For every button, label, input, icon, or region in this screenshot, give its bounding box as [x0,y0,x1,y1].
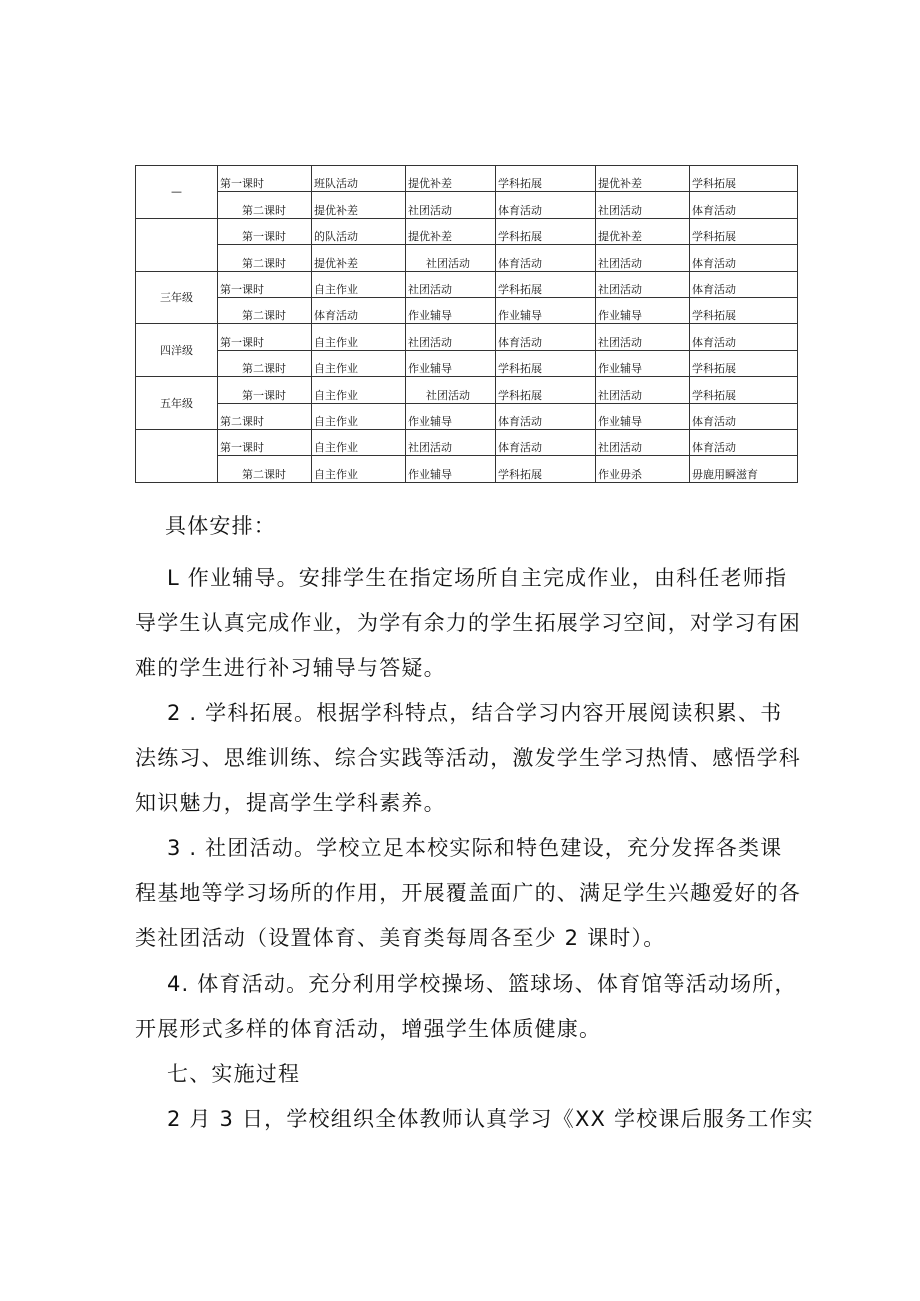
table-row [136,297,798,323]
activity-cell: 学科拓展 [690,377,798,403]
activity-cell: 体育活动 [690,271,798,297]
activity-cell: 体育活动 [496,429,596,455]
period-cell: 第一课时 [218,218,312,244]
table-row [136,192,798,218]
paragraph-line: 知识魅力，提高学生学科素养。 [135,791,446,815]
grade-cell: — [136,166,218,219]
table-row [136,245,798,271]
activity-cell: 学科拓展 [496,218,596,244]
activity-cell: 社团活动 [596,324,690,350]
table-row [136,403,798,429]
period-cell: 第二课时 [218,403,312,429]
paragraph-line: 开展形式多样的体育活动，增强学生体质健康。 [135,1017,602,1041]
paragraph-line: 难的学生进行补习辅导与答疑。 [135,656,446,680]
activity-cell: 学科拓展 [496,271,596,297]
activity-cell: 自主作业 [312,377,406,403]
activity-cell: 自主作业 [312,429,406,455]
grade-cell [136,429,218,482]
activity-cell: 提优补差 [596,166,690,192]
activity-cell: 提优补差 [312,192,406,218]
period-cell: 第一课时 [218,271,312,297]
activity-cell: 学科拓展 [690,166,798,192]
schedule-table [135,165,798,483]
activity-cell: 作业辅导 [406,403,496,429]
activity-cell: 社团活动 [406,324,496,350]
activity-cell: 学科拓展 [690,297,798,323]
period-cell: 第二课时 [218,297,312,323]
activity-cell: 作业辅导 [596,350,690,376]
activity-cell: 体育活动 [312,297,406,323]
paragraph-line: 2 . 学科拓展。根据学科特点，结合学习内容开展阅读积累、书 [167,701,783,725]
activity-cell: 体育活动 [496,245,596,271]
activity-cell: 学科拓展 [496,377,596,403]
activity-cell: 社团活动 [596,429,690,455]
activity-cell: 班队活动 [312,166,406,192]
table-row [136,350,798,376]
activity-cell: 作业辅导 [406,456,496,482]
paragraph-line: 3 . 社团活动。学校立足本校实际和特色建设，充分发挥各类课 [167,836,783,860]
activity-cell: 学科拓展 [496,456,596,482]
activity-cell: 学科拓展 [690,350,798,376]
paragraph-line: 4. 体育活动。充分利用学校操场、篮球场、体育馆等活动场所， [167,972,797,996]
activity-cell: 自主作业 [312,324,406,350]
activity-cell: 社团活动 [596,245,690,271]
activity-cell: 作业辅导 [406,350,496,376]
activity-cell: 提优补差 [406,218,496,244]
activity-cell: 体育活动 [496,403,596,429]
table-row [136,324,798,350]
period-cell: 第一课时 [218,324,312,350]
grade-cell [136,218,218,271]
table-row [136,456,798,482]
activity-cell: 的队活动 [312,218,406,244]
activity-cell: 社团活动 [406,245,496,271]
activity-cell: 体育活动 [690,324,798,350]
activity-cell: 提优补差 [596,218,690,244]
activity-cell: 社团活动 [596,192,690,218]
activity-cell: 社团活动 [406,192,496,218]
paragraph-line: 法练习、思维训练、综合实践等活动，激发学生学习热情、感悟学科 [135,746,801,770]
paragraph-line: 程基地等学习场所的作用，开展覆盖面广的、满足学生兴趣爱好的各 [135,881,801,905]
activity-cell: 毋鹿用瞬滋育 [690,456,798,482]
activity-cell: 自主作业 [312,456,406,482]
period-cell: 第二课时 [218,350,312,376]
table-row [136,429,798,455]
paragraph-line: 类社团活动（设置体育、美育类每周各至少 2 课时）。 [135,926,666,950]
period-cell: 第一课时 [218,166,312,192]
period-cell: 第一课时 [218,429,312,455]
paragraph-line: L 作业辅导。安排学生在指定场所自主完成作业，由科任老师指 [167,566,788,590]
activity-cell: 社团活动 [406,377,496,403]
activity-cell: 自主作业 [312,271,406,297]
activity-cell: 作业辅导 [496,297,596,323]
activity-cell: 社团活动 [406,429,496,455]
table-row [136,271,798,297]
activity-cell: 作业辅导 [596,403,690,429]
period-cell: 第一课时 [218,377,312,403]
grade-cell: 五年级 [136,377,218,430]
period-cell: 第二课时 [218,245,312,271]
section-heading: 七、实施过程 [167,1062,301,1086]
table-row [136,218,798,244]
activity-cell: 体育活动 [690,245,798,271]
activity-cell: 学科拓展 [496,166,596,192]
activity-cell: 学科拓展 [690,218,798,244]
grade-cell: 三年级 [136,271,218,324]
activity-cell: 作业辅导 [596,297,690,323]
activity-cell: 体育活动 [496,324,596,350]
activity-cell: 社团活动 [596,377,690,403]
section-heading: 具体安排： [165,514,276,538]
activity-cell: 体育活动 [690,429,798,455]
activity-cell: 自主作业 [312,350,406,376]
grade-cell: 四洋级 [136,324,218,377]
activity-cell: 作业毋杀 [596,456,690,482]
period-cell: 第二课时 [218,192,312,218]
activity-cell: 提优补差 [406,166,496,192]
period-cell: 第二课时 [218,456,312,482]
activity-cell: 提优补差 [312,245,406,271]
activity-cell: 体育活动 [496,192,596,218]
activity-cell: 作业辅导 [406,297,496,323]
paragraph-line: 2 月 3 日，学校组织全体教师认真学习《XX 学校课后服务工作实 [167,1107,814,1131]
activity-cell: 自主作业 [312,403,406,429]
activity-cell: 社团活动 [596,271,690,297]
activity-cell: 体育活动 [690,192,798,218]
activity-cell: 社团活动 [406,271,496,297]
table-row [136,377,798,403]
activity-cell: 体育活动 [690,403,798,429]
table-row [136,166,798,192]
paragraph-line: 导学生认真完成作业，为学有余力的学生拓展学习空间，对学习有困 [135,611,801,635]
activity-cell: 学科拓展 [496,350,596,376]
